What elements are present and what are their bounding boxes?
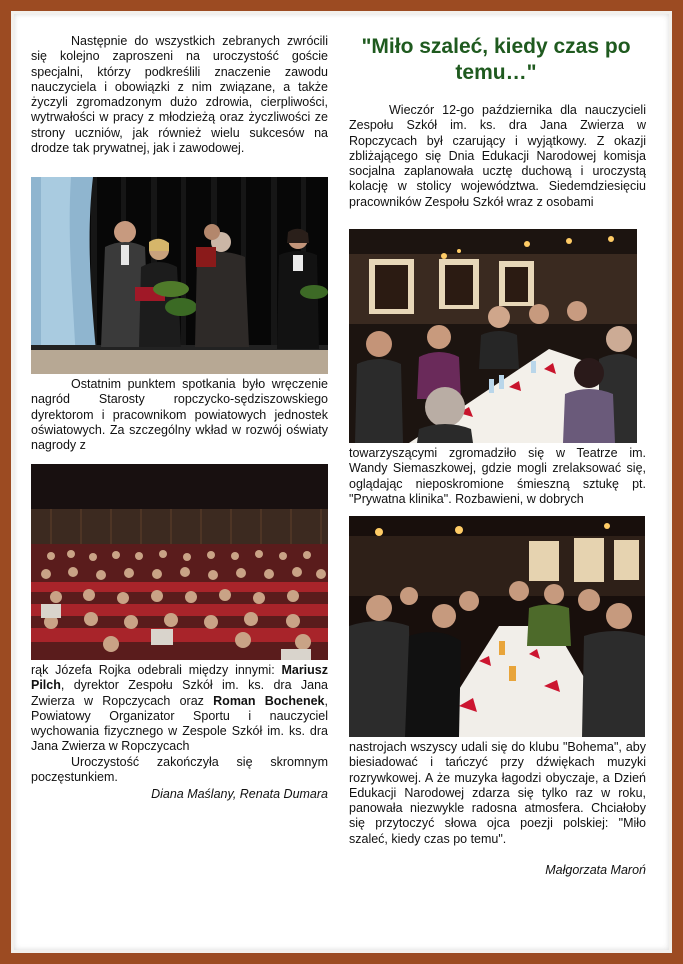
right-paragraph-1: Wieczór 12-go października dla nauczycieli Zespołu Szkół im. ks. dra Jana Zwierza w Ropczycach był czarujący i wyjątkowy. Z okazji zbliżającego się Dnia Edukacji Narodowej komisja socjalna zaplanowała ucztę duchową i uroczystą kolację w stolicy województwa. Siedemdziesięciu pracowników Zespołu Szkół wraz z osobami	[349, 103, 646, 209]
right-author: Małgorzata Maroń	[545, 863, 646, 877]
article-title: "Miło szaleć, kiedy czas po temu…"	[361, 35, 631, 84]
awardee-name-2: Roman Bochenek	[213, 693, 325, 708]
photo-dinner-table-1	[349, 229, 637, 443]
left-authors: Diana Maślany, Renata Dumara	[151, 787, 328, 801]
right-paragraph-2: towarzyszącymi zgromadziło się w Teatrze im. Wandy Siemaszkowej, gdzie mogli zrelaksować się, oglądając nieposkromione śmieszną sztukę pt. "Prywatna klinika". Rozbawieni, w dobrych	[349, 446, 646, 506]
awardee-name-1: Mariusz Pilch	[31, 663, 328, 693]
left-paragraph-1: Następnie do wszystkich zebranych zwrócili się kolejno zaproszeni na uroczystość goście specjalni, którzy podkreślili znaczenie zawodu nauczyciela i obowiązki z nim związane, a także życzyli zgromadzonym dużo zdrowia, cierpliwości, wytrwałości w pracy z młodzieżą oraz życzliwości ze strony uczniów, jak również wielu sukcesów na drodze tak prywatnej, jak i zawodowej.	[31, 34, 328, 156]
photo-award-ceremony	[31, 177, 328, 374]
photo-dinner-table-2	[349, 516, 645, 737]
left-paragraph-3: rąk Józefa Rojka odebrali między innymi: Mariusz Pilch, dyrektor Zespołu Szkół im. ks. dra Jana Zwierza w Ropczycach oraz Roman Bochenek, Powiatowy Organizator Sportu i nauczyciel wychowania fizycznego w Zespole Szkół im. ks. dra Jana Zwierza w Ropczycach Uroczystość zakończyła się skromnym poczęstunkiem.	[31, 663, 328, 785]
right-paragraph-3: nastrojach wszyscy udali się do klubu "Bohema", aby biesiadować i tańczyć przy dźwiękach muzyki rozrywkowej. A że muzyka łagodzi obyczaje, a Dzień Edukacji Narodowej zdarza się tylko raz w roku, panowała niezwykle radosna atmosfera. Chciałoby się przytoczyć słowa ojca poezji polskiej: "Miło szaleć, kiedy czas po temu".	[349, 740, 646, 846]
photo-audience	[31, 464, 328, 660]
left-paragraph-2: Ostatnim punktem spotkania było wręczenie nagród Starosty ropczycko-sędziszowskiego dyrektorom i pracownikom powiatowych jednostek oświatowych. Za szczególny wkład w rozwój oświaty nagrody z	[31, 377, 328, 453]
